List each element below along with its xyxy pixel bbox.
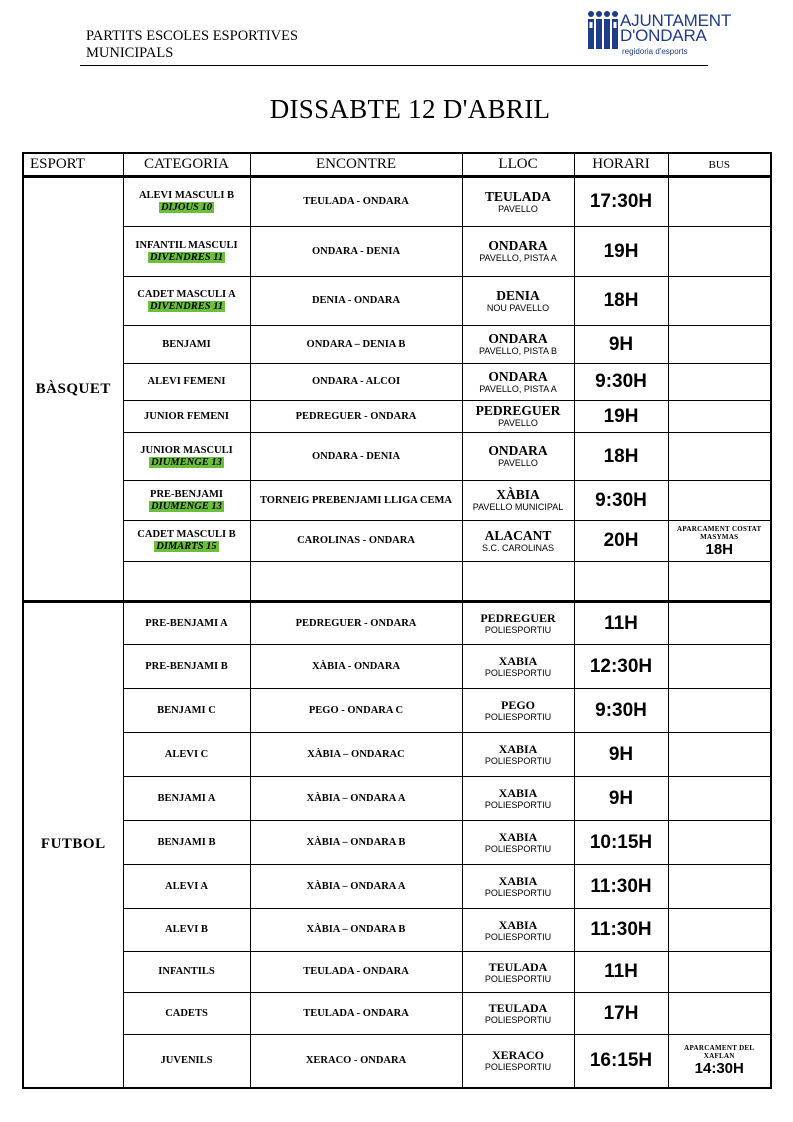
category-cell: [123, 1035, 250, 1088]
table-row: [23, 909, 771, 952]
category-name: PRE-BENJAMI A: [145, 617, 228, 629]
category-name: JUVENILS: [160, 1054, 213, 1066]
venue-name: PEGO: [500, 698, 535, 712]
time-cell: 9H: [574, 733, 668, 777]
bus-cell: [668, 865, 771, 909]
bus-departure-time: 18H: [705, 540, 734, 558]
bus-cell: [668, 481, 771, 521]
venue-detail: PAVELLO MUNICIPAL: [472, 502, 564, 512]
venue-detail: POLIESPORTIU: [484, 625, 552, 635]
bus-cell: [668, 952, 771, 993]
venue-name: XABIA: [498, 874, 538, 888]
table-row: [23, 177, 771, 227]
bus-cell: [668, 602, 771, 645]
time-cell: 11:30H: [574, 909, 668, 952]
table-row: [23, 645, 771, 689]
time-cell: 11H: [574, 602, 668, 645]
venue-cell: [462, 326, 574, 364]
match-day-note: [124, 457, 250, 469]
time-cell: 18H: [574, 277, 668, 326]
match-cell: TORNEIG PREBENJAMI LLIGA CEMA: [250, 481, 462, 521]
match-cell: ONDARA - DENIA: [250, 433, 462, 481]
venue-cell: [462, 952, 574, 993]
table-row: [23, 227, 771, 277]
logo-title-line-2: D'ONDARA: [620, 26, 707, 45]
category-cell: [123, 777, 250, 821]
schedule-table: [22, 152, 772, 1089]
venue-name: XERACO: [491, 1048, 544, 1063]
venue-name: ONDARA: [488, 443, 548, 458]
category-name: CADET MASCULI B: [137, 529, 236, 540]
match-day-note: [124, 501, 250, 513]
category-cell: [123, 326, 250, 364]
venue-cell: [462, 865, 574, 909]
table-row: [23, 821, 771, 865]
basquet-sport-label: BÀSQUET: [23, 177, 123, 602]
category-cell: [123, 277, 250, 326]
category-cell: [123, 602, 250, 645]
venue-name: XÀBIA: [496, 487, 540, 502]
venue-detail: POLIESPORTIU: [484, 1062, 552, 1073]
venue-name: ALACANT: [484, 527, 552, 543]
time-cell: 17H: [574, 993, 668, 1035]
match-cell: CAROLINAS - ONDARA: [250, 521, 462, 562]
category-name: CADETS: [165, 1007, 208, 1019]
category-cell: [123, 433, 250, 481]
match-cell: TEULADA - ONDARA: [250, 993, 462, 1035]
venue-name: ONDARA: [488, 238, 548, 253]
venue-name: XABIA: [498, 742, 538, 756]
venue-detail: PAVELLO: [498, 458, 538, 468]
table-row: [23, 602, 771, 645]
venue-name: XABIA: [498, 830, 538, 844]
category-cell: [123, 689, 250, 733]
venue-detail: POLIESPORTIU: [484, 756, 552, 766]
category-name: ALEVI B: [165, 924, 208, 935]
match-cell: PEGO - ONDARA C: [250, 689, 462, 733]
venue-name: XABIA: [498, 917, 538, 932]
header-line-2: MUNICIPALS: [86, 45, 174, 61]
bus-cell: [668, 401, 771, 433]
col-header-categoria: CATEGORIA: [123, 153, 250, 177]
category-name: PRE-BENJAMI: [150, 488, 223, 500]
bus-cell: [668, 326, 771, 364]
col-header-horari: HORARI: [574, 153, 668, 177]
empty-cell: [250, 562, 462, 602]
table-row: [23, 1035, 771, 1088]
empty-cell: [668, 562, 771, 602]
header-rule: [80, 65, 708, 66]
match-cell: XÀBIA – ONDARAC: [250, 733, 462, 777]
category-name: ALEVI FEMENI: [147, 376, 226, 387]
venue-detail: PAVELLO, PISTA B: [478, 346, 558, 356]
match-day-highlight: DIUMENGE 13: [151, 456, 222, 468]
venue-detail: POLIESPORTIU: [484, 800, 552, 810]
venue-detail: NOU PAVELLO: [486, 302, 550, 313]
venue-cell: [462, 177, 574, 227]
venue-cell: [462, 689, 574, 733]
bus-cell: [668, 1035, 771, 1088]
venue-name: TEULADA: [488, 1001, 548, 1015]
category-name: ALEVI C: [164, 748, 209, 760]
time-cell: 9:30H: [574, 481, 668, 521]
venue-detail: PAVELLO: [498, 418, 538, 428]
venue-name: XABIA: [498, 654, 538, 668]
venue-cell: [462, 521, 574, 562]
match-cell: XÀBIA - ONDARA: [250, 645, 462, 689]
table-row: [23, 364, 771, 401]
match-cell: XÀBIA – ONDARA B: [250, 909, 462, 952]
venue-cell: [462, 909, 574, 952]
venue-cell: [462, 777, 574, 821]
venue-name: TEULADA: [484, 188, 551, 204]
time-cell: 17:30H: [574, 177, 668, 227]
venue-detail: POLIESPORTIU: [484, 931, 552, 942]
category-name: INFANTIL MASCULI: [135, 239, 238, 251]
match-cell: TEULADA - ONDARA: [250, 952, 462, 993]
category-cell: [123, 865, 250, 909]
table-row: [23, 326, 771, 364]
category-name: ALEVI MASCULI B: [138, 190, 235, 201]
logo-title: [620, 13, 731, 43]
venue-detail: POLIESPORTIU: [484, 668, 552, 678]
time-cell: 12:30H: [574, 645, 668, 689]
match-cell: ONDARA - ALCOI: [250, 364, 462, 401]
venue-cell: [462, 645, 574, 689]
category-cell: [123, 821, 250, 865]
logo-title-line-1: AJUNTAMENT: [620, 11, 732, 30]
category-name: PRE-BENJAMI B: [145, 660, 228, 672]
venue-name: ONDARA: [488, 331, 548, 346]
category-cell: [123, 645, 250, 689]
venue-cell: [462, 433, 574, 481]
futbol-section: [23, 602, 771, 1088]
venue-cell: [462, 364, 574, 401]
table-row: [23, 481, 771, 521]
venue-detail: POLIESPORTIU: [484, 1015, 552, 1025]
time-cell: 11H: [574, 952, 668, 993]
ajuntament-logo: [586, 10, 732, 58]
table-row: [23, 865, 771, 909]
match-day-note: [124, 541, 250, 553]
match-day-note: [124, 202, 250, 214]
venue-cell: [462, 993, 574, 1035]
table-row: [23, 277, 771, 326]
match-cell: PEDREGUER - ONDARA: [250, 602, 462, 645]
match-day-note: [124, 301, 250, 313]
bus-pickup-location: APARCAMENT DEL XAFLAN: [684, 1044, 755, 1061]
time-cell: 20H: [574, 521, 668, 562]
table-row: [23, 689, 771, 733]
time-cell: 19H: [574, 227, 668, 277]
match-cell: ONDARA – DENIA B: [250, 326, 462, 364]
venue-detail: PAVELLO, PISTA A: [479, 253, 557, 263]
time-cell: 19H: [574, 401, 668, 433]
bus-cell: [668, 777, 771, 821]
page-title: DISSABTE 12 D'ABRIL: [269, 94, 551, 124]
match-cell: ONDARA - DENIA: [250, 227, 462, 277]
basquet-section: [23, 177, 771, 602]
table-header-row: [23, 153, 771, 177]
category-cell: [123, 401, 250, 433]
bus-cell: [668, 993, 771, 1035]
venue-cell: [462, 277, 574, 326]
logo-subtitle: regidoria d'esports: [622, 47, 688, 56]
time-cell: 9H: [574, 777, 668, 821]
table-row: [23, 777, 771, 821]
category-name: BENJAMI: [162, 338, 211, 350]
venue-name: ONDARA: [488, 368, 548, 384]
category-name: ALEVI A: [165, 880, 208, 892]
table-row: [23, 733, 771, 777]
ondara-emblem-icon: [586, 10, 620, 54]
category-cell: [123, 364, 250, 401]
match-day-highlight: DIVENDRES 11: [149, 251, 224, 263]
bus-cell: [668, 689, 771, 733]
venue-cell: [462, 602, 574, 645]
match-cell: PEDREGUER - ONDARA: [250, 401, 462, 433]
category-cell: [123, 952, 250, 993]
venue-cell: [462, 481, 574, 521]
category-name: BENJAMI B: [157, 836, 216, 848]
futbol-sport-label: FUTBOL: [23, 602, 123, 1088]
category-name: JUNIOR MASCULI: [140, 444, 233, 456]
match-day-note: [124, 252, 250, 264]
table-row: [23, 521, 771, 562]
bus-cell: [668, 277, 771, 326]
table-row: [23, 993, 771, 1035]
bus-cell: [668, 521, 771, 562]
match-cell: DENIA - ONDARA: [250, 277, 462, 326]
category-cell: [123, 993, 250, 1035]
match-cell: XERACO - ONDARA: [250, 1035, 462, 1088]
bus-cell: [668, 227, 771, 277]
time-cell: 11:30H: [574, 865, 668, 909]
time-cell: 10:15H: [574, 821, 668, 865]
header-line-1: PARTITS ESCOLES ESPORTIVES: [86, 28, 299, 44]
time-cell: 9:30H: [574, 364, 668, 401]
bus-pickup-location: APARCAMENT COSTAT MASYMAS: [676, 524, 762, 541]
venue-name: PEDREGUER: [475, 403, 561, 418]
bus-cell: [668, 645, 771, 689]
table-row: [23, 952, 771, 993]
match-day-highlight: DIVENDRES 11: [149, 301, 224, 312]
col-header-lloc: LLOC: [462, 153, 574, 177]
venue-detail: PAVELLO, PISTA A: [479, 383, 557, 394]
match-day-highlight: DIJOUS 10: [160, 202, 213, 213]
venue-name: DENIA: [496, 287, 540, 303]
bus-cell: [668, 364, 771, 401]
category-cell: [123, 227, 250, 277]
empty-cell: [123, 562, 250, 602]
category-cell: [123, 909, 250, 952]
table-row: [23, 401, 771, 433]
table-row: [23, 433, 771, 481]
category-name: JUNIOR FEMENI: [144, 410, 229, 422]
venue-name: PEDREGUER: [480, 611, 556, 625]
empty-cell: [462, 562, 574, 602]
category-cell: [123, 481, 250, 521]
category-name: INFANTILS: [158, 966, 215, 977]
bus-departure-time: 14:30H: [694, 1060, 744, 1078]
document-header: [86, 28, 298, 62]
col-header-esport: ESPORT: [23, 153, 123, 177]
category-name: BENJAMI C: [157, 704, 216, 716]
venue-detail: S.C. CAROLINAS: [481, 542, 555, 553]
venue-cell: [462, 1035, 574, 1088]
venue-name: XABIA: [498, 786, 538, 800]
venue-name: TEULADA: [488, 959, 548, 974]
match-day-highlight: DIMARTS 15: [156, 541, 217, 552]
match-cell: XÀBIA – ONDARA B: [250, 821, 462, 865]
bus-cell: [668, 177, 771, 227]
col-header-bus: BUS: [668, 153, 771, 177]
venue-cell: [462, 227, 574, 277]
time-cell: 9:30H: [574, 689, 668, 733]
venue-detail: PAVELLO: [498, 203, 538, 214]
time-cell: 16:15H: [574, 1035, 668, 1088]
venue-detail: POLIESPORTIU: [484, 973, 552, 984]
bus-cell: [668, 909, 771, 952]
blank-row: [23, 562, 771, 602]
bus-cell: [668, 733, 771, 777]
category-cell: [123, 177, 250, 227]
match-day-highlight: DIUMENGE 13: [151, 500, 222, 512]
venue-detail: POLIESPORTIU: [484, 844, 552, 854]
match-cell: TEULADA - ONDARA: [250, 177, 462, 227]
category-name: CADET MASCULI A: [137, 289, 236, 300]
venue-cell: [462, 401, 574, 433]
match-cell: XÀBIA – ONDARA A: [250, 865, 462, 909]
match-cell: XÀBIA – ONDARA A: [250, 777, 462, 821]
time-cell: 9H: [574, 326, 668, 364]
empty-cell: [574, 562, 668, 602]
bus-cell: [668, 821, 771, 865]
category-name: BENJAMI A: [157, 792, 216, 804]
venue-detail: POLIESPORTIU: [484, 888, 552, 898]
category-cell: [123, 521, 250, 562]
category-cell: [123, 733, 250, 777]
venue-detail: POLIESPORTIU: [484, 712, 552, 722]
col-header-encontre: ENCONTRE: [250, 153, 462, 177]
time-cell: 18H: [574, 433, 668, 481]
bus-cell: [668, 433, 771, 481]
venue-cell: [462, 733, 574, 777]
venue-cell: [462, 821, 574, 865]
